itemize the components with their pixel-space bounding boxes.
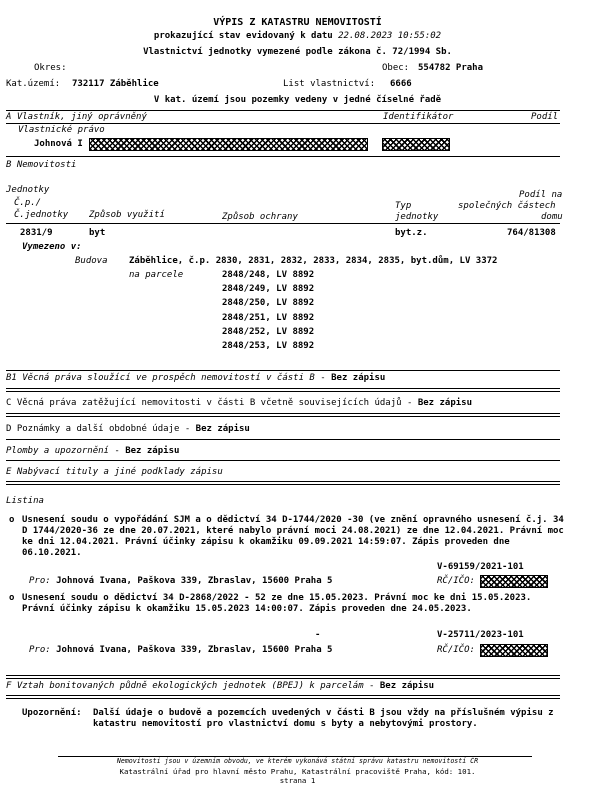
rc-label: RČ/IČO: <box>437 645 475 655</box>
section-b1-title: B1 Věcná práva sloužící ve prospěch nemovitostí v části B <box>6 373 315 383</box>
section-a-title: A Vlastník, jiný oprávněný <box>6 112 147 122</box>
units-label: Jednotky <box>6 185 50 195</box>
divider <box>6 439 560 440</box>
evidence-date: 22.08.2023 10:55:02 <box>338 31 442 41</box>
lv-value: 6666 <box>390 79 412 89</box>
lv-label: List vlastnictví: <box>283 79 376 89</box>
entry-beneficiary <box>29 645 332 656</box>
building-label: Budova <box>75 256 108 266</box>
divider <box>6 460 560 461</box>
redacted-rc <box>480 644 548 657</box>
katuzemi-note: V kat. území jsou pozemky vedeny v jedné číselné řadě <box>153 95 442 105</box>
dash: - <box>369 681 375 691</box>
section-f <box>6 681 434 692</box>
divider <box>6 481 560 485</box>
obec-value: 554782 Praha <box>418 63 484 73</box>
divider <box>6 370 560 371</box>
section-a-share-header: Podíl <box>531 112 559 122</box>
parcel-item: 2848/252, LV 8892 <box>222 327 315 337</box>
pro-label: Pro: <box>29 645 51 655</box>
dash: - <box>406 398 413 408</box>
footer-line-2: Katastrální úřad pro hlavní město Prahu, Katastrální pracoviště Praha, kód: 101. <box>119 767 476 776</box>
col-share-1: Podíl na <box>519 190 563 200</box>
redacted-rc <box>480 575 548 588</box>
document-title: VÝPIS Z KATASTRU NEMOVITOSTÍ <box>213 17 382 28</box>
section-c-title: C Věcná práva zatěžující nemovitosti v části B včetně souvisejících údajů <box>6 398 402 408</box>
pro-label: Pro: <box>29 576 51 586</box>
col-type-2: jednotky <box>395 212 439 222</box>
rc-label: RČ/IČO: <box>437 576 475 586</box>
entry-bullet: o <box>9 515 15 525</box>
document-subtitle: Vlastnictví jednotky vymezené podle zákona č. 72/1994 Sb. <box>143 47 452 57</box>
col-type-1: Typ <box>395 201 412 211</box>
col-share-3: domu <box>541 212 563 222</box>
divider <box>6 110 560 111</box>
entry-bullet: o <box>9 593 15 603</box>
section-b-title: B Nemovitosti <box>6 160 77 170</box>
ownership-right-label: Vlastnické právo <box>18 125 105 135</box>
parcel-item: 2848/249, LV 8892 <box>222 284 315 294</box>
parcel-item: 2848/248, LV 8892 <box>222 270 315 280</box>
evidence-prefix: prokazující stav evidovaný k datu <box>153 31 333 41</box>
parcel-item: 2848/251, LV 8892 <box>222 313 315 323</box>
dash: - <box>320 373 326 383</box>
entry-text: Usnesení soudu o vypořádání SJM a o dědictví 34 D-1744/2020 -30 (ve znění opravného usnesení č.j. 34 D 1744/2020-36 ze dne 20.07.2021, které nabylo právní moci 24.08.2021) ze dne 12.04.2021. Právní moc ke dni 12.04.2021. Právní účinky zápisu k okamžiku 09.09.2021 14:59:07. Zápis proveden dne 06.10.2021. <box>22 515 564 558</box>
dash: - <box>184 424 191 434</box>
pro-value: Johnová Ivana, Paškova 339, Zbraslav, 15600 Praha 5 <box>56 645 333 655</box>
section-plomby-value: Bez zápisu <box>125 446 180 456</box>
section-b1 <box>6 373 385 384</box>
col-use: Způsob využití <box>89 210 165 220</box>
evidence-date-line <box>0 31 595 42</box>
section-e-title: E Nabývací tituly a jiné podklady zápisu <box>6 467 223 477</box>
section-c-value: Bez zápisu <box>417 398 473 408</box>
parcel-item: 2848/250, LV 8892 <box>222 298 315 308</box>
section-c <box>6 398 472 409</box>
footer-line-1: Nemovitosti jsou v územním obvodu, ve kterém vykonává státní správu katastru nemovitostí ČR <box>116 757 479 765</box>
parcel-item: 2848/253, LV 8892 <box>222 341 315 351</box>
page-number: strana 1 <box>279 776 316 785</box>
notice-text: Další údaje o budově a pozemcích uvedených v části B jsou vždy na příslušném výpisu z katastru nemovitostí pro vlastnictví domu s byty a nebytovými prostory. <box>93 708 554 729</box>
obec-label: Obec: <box>382 63 410 73</box>
okres-label: Okres: <box>34 63 67 73</box>
redacted-identifier <box>382 138 450 151</box>
section-plomby-title: Plomby a upozornění <box>6 446 109 456</box>
unit-share: 764/81308 <box>507 228 556 238</box>
entry-reference: V-25711/2023-101 <box>437 630 524 640</box>
entry-beneficiary <box>29 576 332 587</box>
divider <box>6 413 560 417</box>
parcel-label: na parcele <box>129 270 184 280</box>
divider <box>6 388 560 392</box>
notice-label: Upozornění: <box>22 708 82 718</box>
redacted-owner-name <box>89 138 368 151</box>
entry-ref-dash: - <box>315 630 321 640</box>
section-f-title: F Vztah bonitovaných půdně ekologických jednotek (BPEJ) k parcelám <box>6 681 364 691</box>
katuzemi-value: 732117 Záběhlice <box>72 79 159 89</box>
katuzemi-label: Kat.území: <box>6 79 61 89</box>
col-protection: Způsob ochrany <box>222 212 298 222</box>
section-d-value: Bez zápisu <box>195 424 250 434</box>
divider <box>6 695 560 699</box>
entry-text: Usnesení soudu o dědictví 34 D-2868/2022 - 52 ze dne 15.05.2023. Právní moc ke dni 15.05.2023. Právní účinky zápisu k okamžiku 15.05.2023 14:00:07. Zápis proveden dne 24.05.2023. <box>22 593 532 614</box>
divider <box>6 156 560 157</box>
building-value: Záběhlice, č.p. 2830, 2831, 2832, 2833, 2834, 2835, byt.dům, LV 3372 <box>129 256 498 266</box>
section-a-identifier-header: Identifikátor <box>383 112 454 122</box>
unit-type: byt.z. <box>395 228 428 238</box>
listina-label: Listina <box>6 496 44 506</box>
entry-reference: V-69159/2021-101 <box>437 562 524 572</box>
owner-name: Johnová I <box>34 139 83 149</box>
section-d <box>6 424 250 435</box>
col-cp-2: Č.jednotky <box>14 210 69 220</box>
col-share-2: společných částech <box>458 201 556 211</box>
section-f-value: Bez zápisu <box>379 681 435 691</box>
section-d-title: D Poznámky a další obdobné údaje <box>6 424 180 434</box>
unit-cp: 2831/9 <box>20 228 53 238</box>
unit-use: byt <box>89 228 106 238</box>
divider <box>6 123 560 124</box>
dash: - <box>114 446 120 456</box>
divider <box>6 675 560 679</box>
pro-value: Johnová Ivana, Paškova 339, Zbraslav, 15600 Praha 5 <box>56 576 333 586</box>
col-cp-1: Č.p./ <box>14 198 42 208</box>
divider <box>6 223 560 224</box>
section-b1-value: Bez zápisu <box>331 373 386 383</box>
section-plomby <box>6 446 179 457</box>
defined-in-label: Vymezeno v: <box>22 242 82 252</box>
